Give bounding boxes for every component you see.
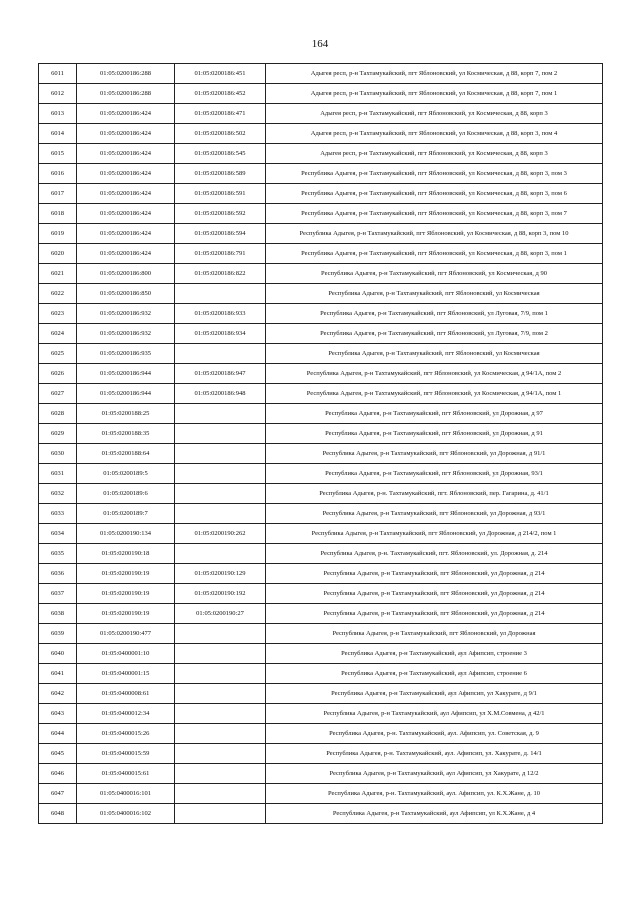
table-row: [39, 84, 603, 104]
object-cadastral-number-cell: [175, 484, 266, 504]
row-number-cell: 6040: [39, 644, 77, 664]
row-number-cell: 6039: [39, 624, 77, 644]
object-cadastral-number-cell: 01:05:0200186:947: [175, 364, 266, 384]
object-cadastral-number-cell: [175, 424, 266, 444]
parcel-cadastral-number-cell: 01:05:0200188:35: [77, 424, 175, 444]
object-cadastral-number-cell: [175, 284, 266, 304]
parcel-cadastral-number-cell: 01:05:0200186:944: [77, 384, 175, 404]
object-cadastral-number-cell: [175, 444, 266, 464]
address-cell: Республика Адыгея, р-н Тахтамукайский, пгт Яблоновский, ул Дорожная, д 214: [266, 584, 603, 604]
address-cell: Республика Адыгея, р-н Тахтамукайский, пгт Яблоновский, ул Дорожная, д 214/2, пом 1: [266, 524, 603, 544]
row-number-cell: 6035: [39, 544, 77, 564]
row-number-cell: 6042: [39, 684, 77, 704]
parcel-cadastral-number-cell: 01:05:0200186:288: [77, 64, 175, 84]
object-cadastral-number-cell: [175, 624, 266, 644]
table-row: [39, 384, 603, 404]
row-number-cell: 6030: [39, 444, 77, 464]
address-cell: Республика Адыгея, р-н Тахтамукайский, аул Афипсип, ул Х.М.Совмена, д 42/1: [266, 704, 603, 724]
parcel-cadastral-number-cell: 01:05:0200190:18: [77, 544, 175, 564]
parcel-cadastral-number-cell: 01:05:0200186:424: [77, 164, 175, 184]
object-cadastral-number-cell: 01:05:0200186:594: [175, 224, 266, 244]
address-cell: Республика Адыгея, р-н Тахтамукайский, аул Афипсип, строение 6: [266, 664, 603, 684]
row-number-cell: 6018: [39, 204, 77, 224]
object-cadastral-number-cell: [175, 744, 266, 764]
row-number-cell: 6014: [39, 124, 77, 144]
table-row: [39, 364, 603, 384]
object-cadastral-number-cell: 01:05:0200186:451: [175, 64, 266, 84]
address-cell: Республика Адыгея, р-н Тахтамукайский, пгт Яблоновский, ул Дорожная, д 91: [266, 424, 603, 444]
address-cell: Республика Адыгея, р-н Тахтамукайский, пгт Яблоновский, ул Космическая, д 94/1А, пом 2: [266, 364, 603, 384]
parcel-cadastral-number-cell: 01:05:0200188:25: [77, 404, 175, 424]
object-cadastral-number-cell: 01:05:0200190:27: [175, 604, 266, 624]
address-cell: Республика Адыгея, р-н Тахтамукайский, пгт Яблоновский, ул Дорожная, д 93/1: [266, 504, 603, 524]
row-number-cell: 6015: [39, 144, 77, 164]
table-row: [39, 644, 603, 664]
parcel-cadastral-number-cell: 01:05:0400015:59: [77, 744, 175, 764]
table-row: [39, 224, 603, 244]
object-cadastral-number-cell: 01:05:0200186:589: [175, 164, 266, 184]
parcel-cadastral-number-cell: 01:05:0200186:288: [77, 84, 175, 104]
object-cadastral-number-cell: 01:05:0200186:545: [175, 144, 266, 164]
parcel-cadastral-number-cell: 01:05:0200190:477: [77, 624, 175, 644]
table-row: [39, 344, 603, 364]
object-cadastral-number-cell: [175, 544, 266, 564]
table-row: [39, 404, 603, 424]
table-row: [39, 104, 603, 124]
parcel-cadastral-number-cell: 01:05:0200186:424: [77, 224, 175, 244]
table-row: [39, 64, 603, 84]
object-cadastral-number-cell: [175, 704, 266, 724]
row-number-cell: 6016: [39, 164, 77, 184]
row-number-cell: 6021: [39, 264, 77, 284]
row-number-cell: 6013: [39, 104, 77, 124]
object-cadastral-number-cell: [175, 404, 266, 424]
row-number-cell: 6031: [39, 464, 77, 484]
address-cell: Республика Адыгея, р-н Тахтамукайский, аул Афипсип, ул Хакурате, д 12/2: [266, 764, 603, 784]
table-row: [39, 564, 603, 584]
object-cadastral-number-cell: 01:05:0200186:591: [175, 184, 266, 204]
parcel-cadastral-number-cell: 01:05:0200186:424: [77, 104, 175, 124]
address-cell: Республика Адыгея, р-н Тахтамукайский, пгт Яблоновский, ул Космическая, д 88, корп 3, пом 7: [266, 204, 603, 224]
parcel-cadastral-number-cell: 01:05:0200186:935: [77, 344, 175, 364]
row-number-cell: 6043: [39, 704, 77, 724]
address-cell: Республика Адыгея, р-н Тахтамукайский, пгт Яблоновский, ул Космическая, д 88, корп 3, пом 6: [266, 184, 603, 204]
row-number-cell: 6033: [39, 504, 77, 524]
parcel-cadastral-number-cell: 01:05:0200190:19: [77, 584, 175, 604]
object-cadastral-number-cell: 01:05:0200186:933: [175, 304, 266, 324]
address-cell: Республика Адыгея, р-н Тахтамукайский, аул Афипсип, ул К.Х.Жане, д 4: [266, 804, 603, 824]
table-row: [39, 464, 603, 484]
table-row: [39, 504, 603, 524]
table-row: [39, 784, 603, 804]
parcel-cadastral-number-cell: 01:05:0200189:7: [77, 504, 175, 524]
object-cadastral-number-cell: [175, 784, 266, 804]
address-cell: Республика Адыгея, р-н Тахтамукайский, пгт Яблоновский, ул Космическая, д 94/1А, пом 1: [266, 384, 603, 404]
row-number-cell: 6046: [39, 764, 77, 784]
object-cadastral-number-cell: [175, 804, 266, 824]
address-cell: Республика Адыгея, р-н. Тахтамукайский, пгт. Яблоновский, пер. Гагарина, д. 41/1: [266, 484, 603, 504]
address-cell: Республика Адыгея, р-н. Тахтамукайский, аул. Афипсип, ул. Хакурате, д. 14/1: [266, 744, 603, 764]
parcel-cadastral-number-cell: 01:05:0400001:15: [77, 664, 175, 684]
parcel-cadastral-number-cell: 01:05:0200190:19: [77, 604, 175, 624]
parcel-cadastral-number-cell: 01:05:0200186:800: [77, 264, 175, 284]
parcel-cadastral-number-cell: 01:05:0200186:424: [77, 144, 175, 164]
table-row: [39, 284, 603, 304]
table-row: [39, 484, 603, 504]
parcel-cadastral-number-cell: 01:05:0400001:10: [77, 644, 175, 664]
row-number-cell: 6048: [39, 804, 77, 824]
row-number-cell: 6019: [39, 224, 77, 244]
address-cell: Республика Адыгея, р-н Тахтамукайский, пгт Яблоновский, ул Дорожная, д 214: [266, 564, 603, 584]
parcel-cadastral-number-cell: 01:05:0400016:101: [77, 784, 175, 804]
object-cadastral-number-cell: [175, 724, 266, 744]
row-number-cell: 6037: [39, 584, 77, 604]
row-number-cell: 6045: [39, 744, 77, 764]
object-cadastral-number-cell: 01:05:0200186:592: [175, 204, 266, 224]
address-cell: Адыгея респ, р-н Тахтамукайский, пгт Яблоновский, ул Космическая, д 88, корп 7, пом 1: [266, 84, 603, 104]
table-row: [39, 684, 603, 704]
row-number-cell: 6020: [39, 244, 77, 264]
address-cell: Республика Адыгея, р-н Тахтамукайский, пгт Яблоновский, ул Космическая: [266, 284, 603, 304]
object-cadastral-number-cell: [175, 664, 266, 684]
row-number-cell: 6022: [39, 284, 77, 304]
page-number: 164: [311, 38, 329, 50]
parcel-cadastral-number-cell: 01:05:0200189:6: [77, 484, 175, 504]
address-cell: Республика Адыгея, р-н Тахтамукайский, пгт Яблоновский, ул Дорожная, д 91/1: [266, 444, 603, 464]
table-row: [39, 804, 603, 824]
table-row: [39, 124, 603, 144]
address-cell: Республика Адыгея, р-н. Тахтамукайский, аул. Афипсип, ул. К.Х.Жане, д. 10: [266, 784, 603, 804]
parcel-cadastral-number-cell: 01:05:0200190:134: [77, 524, 175, 544]
table-row: [39, 724, 603, 744]
object-cadastral-number-cell: [175, 684, 266, 704]
parcel-cadastral-number-cell: 01:05:0200186:932: [77, 324, 175, 344]
table-row: [39, 204, 603, 224]
object-cadastral-number-cell: [175, 644, 266, 664]
row-number-cell: 6012: [39, 84, 77, 104]
object-cadastral-number-cell: 01:05:0200190:262: [175, 524, 266, 544]
table-row: [39, 164, 603, 184]
row-number-cell: 6032: [39, 484, 77, 504]
address-cell: Республика Адыгея, р-н Тахтамукайский, пгт Яблоновский, ул Космическая, д 90: [266, 264, 603, 284]
table-row: [39, 544, 603, 564]
object-cadastral-number-cell: 01:05:0200186:471: [175, 104, 266, 124]
parcel-cadastral-number-cell: 01:05:0400012:34: [77, 704, 175, 724]
address-cell: Республика Адыгея, р-н. Тахтамукайский, пгт. Яблоновский, ул. Дорожная, д. 214: [266, 544, 603, 564]
address-cell: Республика Адыгея, р-н Тахтамукайский, пгт Яблоновский, ул Космическая: [266, 344, 603, 364]
parcel-cadastral-number-cell: 01:05:0200186:424: [77, 184, 175, 204]
row-number-cell: 6047: [39, 784, 77, 804]
parcel-cadastral-number-cell: 01:05:0200186:850: [77, 284, 175, 304]
parcel-cadastral-number-cell: 01:05:0200188:64: [77, 444, 175, 464]
parcel-cadastral-number-cell: 01:05:0400015:61: [77, 764, 175, 784]
row-number-cell: 6034: [39, 524, 77, 544]
object-cadastral-number-cell: 01:05:0200186:791: [175, 244, 266, 264]
row-number-cell: 6038: [39, 604, 77, 624]
object-cadastral-number-cell: 01:05:0200186:822: [175, 264, 266, 284]
object-cadastral-number-cell: 01:05:0200186:948: [175, 384, 266, 404]
address-cell: Адыгея респ, р-н Тахтамукайский, пгт Яблоновский, ул Космическая, д 88, корп 7, пом 2: [266, 64, 603, 84]
address-cell: Республика Адыгея, р-н Тахтамукайский, пгт Яблоновский, ул Космическая, д 88, корп 3, пом 10: [266, 224, 603, 244]
row-number-cell: 6029: [39, 424, 77, 444]
object-cadastral-number-cell: [175, 764, 266, 784]
object-cadastral-number-cell: [175, 504, 266, 524]
object-cadastral-number-cell: [175, 344, 266, 364]
parcel-cadastral-number-cell: 01:05:0200186:424: [77, 204, 175, 224]
parcel-cadastral-number-cell: 01:05:0200186:424: [77, 124, 175, 144]
row-number-cell: 6025: [39, 344, 77, 364]
table-row: [39, 764, 603, 784]
address-cell: Республика Адыгея, р-н Тахтамукайский, пгт Яблоновский, ул Дорожная, д 97: [266, 404, 603, 424]
parcel-cadastral-number-cell: 01:05:0400016:102: [77, 804, 175, 824]
address-cell: Республика Адыгея, р-н Тахтамукайский, пгт Яблоновский, ул Дорожная: [266, 624, 603, 644]
address-cell: Адыгея респ, р-н Тахтамукайский, пгт Яблоновский, ул Космическая, д 88, корп 3: [266, 144, 603, 164]
address-cell: Адыгея респ, р-н Тахтамукайский, пгт Яблоновский, ул Космическая, д 88, корп 3: [266, 104, 603, 124]
object-cadastral-number-cell: 01:05:0200190:192: [175, 584, 266, 604]
row-number-cell: 6024: [39, 324, 77, 344]
row-number-cell: 6026: [39, 364, 77, 384]
table-row: [39, 244, 603, 264]
address-cell: Республика Адыгея, р-н Тахтамукайский, пгт Яблоновский, ул Космическая, д 88, корп 3, пом 3: [266, 164, 603, 184]
parcel-cadastral-number-cell: 01:05:0200186:944: [77, 364, 175, 384]
table-row: [39, 304, 603, 324]
table-row: [39, 704, 603, 724]
table-row: [39, 664, 603, 684]
address-cell: Республика Адыгея, р-н Тахтамукайский, пгт Яблоновский, ул Луговая, 7/9, пом 1: [266, 304, 603, 324]
object-cadastral-number-cell: 01:05:0200190:129: [175, 564, 266, 584]
row-number-cell: 6036: [39, 564, 77, 584]
row-number-cell: 6027: [39, 384, 77, 404]
property-registry-table: [38, 63, 603, 824]
table-row: [39, 144, 603, 164]
address-cell: Республика Адыгея, р-н Тахтамукайский, пгт Яблоновский, ул Луговая, 7/9, пом 2: [266, 324, 603, 344]
table-row: [39, 584, 603, 604]
parcel-cadastral-number-cell: 01:05:0200190:19: [77, 564, 175, 584]
address-cell: Республика Адыгея, р-н Тахтамукайский, аул Афипсип, ул Хакурате, д 9/1: [266, 684, 603, 704]
address-cell: Республика Адыгея, р-н. Тахтамукайский, аул. Афипсип, ул. Советская, д. 9: [266, 724, 603, 744]
table-row: [39, 524, 603, 544]
address-cell: Республика Адыгея, р-н Тахтамукайский, пгт Яблоновский, ул Дорожная, 93/1: [266, 464, 603, 484]
parcel-cadastral-number-cell: 01:05:0200189:5: [77, 464, 175, 484]
object-cadastral-number-cell: 01:05:0200186:502: [175, 124, 266, 144]
parcel-cadastral-number-cell: 01:05:0400015:26: [77, 724, 175, 744]
table-row: [39, 324, 603, 344]
parcel-cadastral-number-cell: 01:05:0200186:424: [77, 244, 175, 264]
table-row: [39, 604, 603, 624]
table-row: [39, 624, 603, 644]
address-cell: Республика Адыгея, р-н Тахтамукайский, пгт Яблоновский, ул Космическая, д 88, корп 3, пом 1: [266, 244, 603, 264]
row-number-cell: 6023: [39, 304, 77, 324]
table-row: [39, 424, 603, 444]
table-row: [39, 264, 603, 284]
parcel-cadastral-number-cell: 01:05:0200186:932: [77, 304, 175, 324]
table-row: [39, 744, 603, 764]
object-cadastral-number-cell: 01:05:0200186:934: [175, 324, 266, 344]
address-cell: Республика Адыгея, р-н Тахтамукайский, пгт Яблоновский, ул Дорожная, д 214: [266, 604, 603, 624]
table-row: [39, 444, 603, 464]
row-number-cell: 6044: [39, 724, 77, 744]
row-number-cell: 6017: [39, 184, 77, 204]
object-cadastral-number-cell: [175, 464, 266, 484]
row-number-cell: 6028: [39, 404, 77, 424]
row-number-cell: 6011: [39, 64, 77, 84]
table-row: [39, 184, 603, 204]
address-cell: Республика Адыгея, р-н Тахтамукайский, аул Афипсип, строение 3: [266, 644, 603, 664]
address-cell: Адыгея респ, р-н Тахтамукайский, пгт Яблоновский, ул Космическая, д 88, корп 3, пом 4: [266, 124, 603, 144]
parcel-cadastral-number-cell: 01:05:0400008:61: [77, 684, 175, 704]
object-cadastral-number-cell: 01:05:0200186:452: [175, 84, 266, 104]
table-body: [39, 64, 603, 824]
row-number-cell: 6041: [39, 664, 77, 684]
